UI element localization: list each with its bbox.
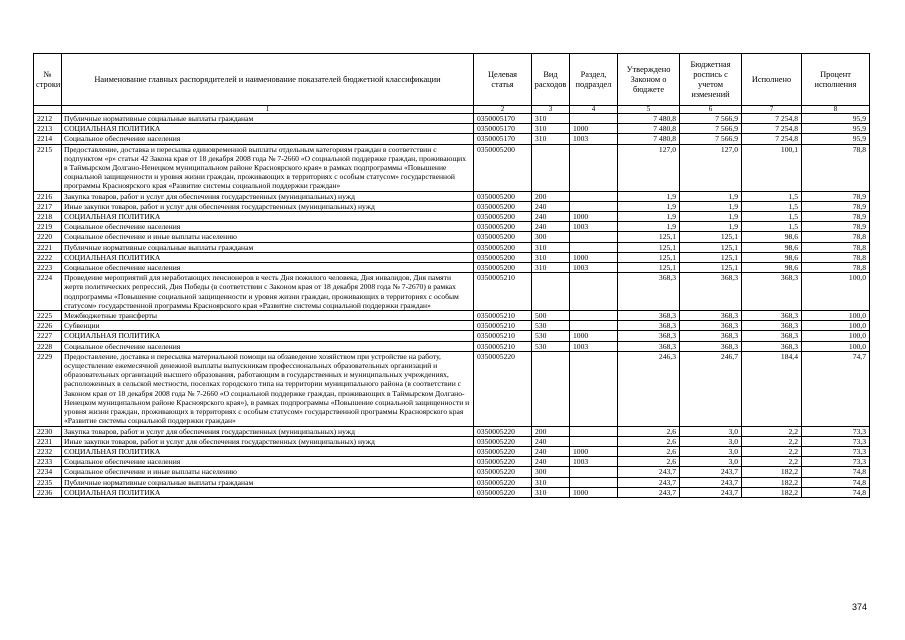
section-code	[570, 426, 618, 436]
column-number: 3	[532, 106, 570, 114]
executed-amount: 368,3	[742, 273, 802, 311]
target-article: 0350005200	[474, 252, 532, 262]
executed-amount: 7 254,8	[742, 124, 802, 134]
execution-percent: 73,3	[802, 457, 870, 467]
section-code: 1000	[570, 252, 618, 262]
target-article: 0350005220	[474, 446, 532, 456]
execution-percent: 74,8	[802, 477, 870, 487]
row-number: 2232	[34, 446, 62, 456]
table-row	[34, 331, 870, 341]
column-number: 2	[474, 106, 532, 114]
expense-type: 530	[532, 321, 570, 331]
target-article: 0350005200	[474, 144, 532, 191]
row-number: 2226	[34, 321, 62, 331]
section-code	[570, 477, 618, 487]
indicator-name: Социальное обеспечение населения	[62, 457, 474, 467]
section-code	[570, 242, 618, 252]
expense-type: 530	[532, 341, 570, 351]
expense-type	[532, 144, 570, 191]
section-code	[570, 114, 618, 124]
target-article: 0350005220	[474, 351, 532, 426]
execution-percent: 78,8	[802, 242, 870, 252]
budget-schedule-amount: 243,7	[680, 487, 742, 497]
approved-amount: 125,1	[618, 252, 680, 262]
indicator-name: Социальное обеспечение населения	[62, 222, 474, 232]
target-article: 0350005200	[474, 201, 532, 211]
executed-amount: 182,2	[742, 467, 802, 477]
executed-amount: 1,5	[742, 201, 802, 211]
indicator-name: Предоставление, доставка и пересылка материальной помощи на обзаведение хозяйством при устройстве на работу, осуществление ежемесячной денежной выплаты выпускникам профессиональных образовательных организаций и образовательных организаций высшего образования, работающим в государственных и муниципальных учреждениях, расположенных в сельской местности, поселках городского типа на территории муниципального района (в соответствии с Законом края от 18 декабря 2008 года № 7-2660 «О социальной поддержке граждан, проживающих в Таймырском Долгано-Ненецком муниципальном районе Красноярского края»), в рамках подпрограммы «Повышение социальной защищенности и уровня жизни граждан, проживающих в территориях с особым статусом» государственной программы Красноярского края «Развитие системы социальной поддержки граждан»	[62, 351, 474, 426]
budget-schedule-amount: 243,7	[680, 467, 742, 477]
executed-amount: 2,2	[742, 436, 802, 446]
column-number: 4	[570, 106, 618, 114]
indicator-name: Иные закупки товаров, работ и услуг для обеспечения государственных (муниципальных) нужд	[62, 201, 474, 211]
table-row	[34, 341, 870, 351]
budget-schedule-amount: 7 566,9	[680, 124, 742, 134]
indicator-name: Иные закупки товаров, работ и услуг для обеспечения государственных (муниципальных) нужд	[62, 436, 474, 446]
executed-amount: 1,5	[742, 191, 802, 201]
section-code	[570, 144, 618, 191]
table-row	[34, 273, 870, 311]
table-row	[34, 191, 870, 201]
budget-schedule-amount: 3,0	[680, 436, 742, 446]
budget-schedule-amount: 1,9	[680, 191, 742, 201]
section-code: 1000	[570, 487, 618, 497]
budget-schedule-amount: 3,0	[680, 457, 742, 467]
executed-amount: 368,3	[742, 321, 802, 331]
expense-type: 310	[532, 263, 570, 273]
target-article: 0350005220	[474, 467, 532, 477]
row-number: 2223	[34, 263, 62, 273]
table-row	[34, 242, 870, 252]
budget-schedule-amount: 368,3	[680, 321, 742, 331]
executed-amount: 368,3	[742, 311, 802, 321]
row-number: 2214	[34, 134, 62, 144]
approved-amount: 125,1	[618, 242, 680, 252]
column-number: 6	[680, 106, 742, 114]
table-row	[34, 232, 870, 242]
section-code: 1000	[570, 331, 618, 341]
execution-percent: 73,3	[802, 426, 870, 436]
row-number: 2224	[34, 273, 62, 311]
approved-amount: 368,3	[618, 321, 680, 331]
budget-schedule-amount: 1,9	[680, 201, 742, 211]
expense-type: 310	[532, 124, 570, 134]
indicator-name: СОЦИАЛЬНАЯ ПОЛИТИКА	[62, 331, 474, 341]
column-number: 5	[618, 106, 680, 114]
budget-schedule-amount: 3,0	[680, 446, 742, 456]
indicator-name: СОЦИАЛЬНАЯ ПОЛИТИКА	[62, 487, 474, 497]
row-number: 2218	[34, 212, 62, 222]
target-article: 0350005200	[474, 242, 532, 252]
table-row	[34, 467, 870, 477]
section-code: 1000	[570, 212, 618, 222]
table-row	[34, 144, 870, 191]
table-row	[34, 252, 870, 262]
execution-percent: 100,0	[802, 331, 870, 341]
approved-amount: 243,7	[618, 487, 680, 497]
approved-amount: 2,6	[618, 426, 680, 436]
indicator-name: Публичные нормативные социальные выплаты гражданам	[62, 114, 474, 124]
expense-type	[532, 273, 570, 311]
execution-percent: 73,3	[802, 446, 870, 456]
target-article: 0350005210	[474, 331, 532, 341]
expense-type: 240	[532, 212, 570, 222]
indicator-name: Проведение мероприятий для неработающих пенсионеров в честь Дня пожилого человека, Дня инвалидов, Дня памяти жертв политических репрессий, Дня Победы (в соответствии с Законом края от 18 декабря 2008 года № 7-2670) в рамках подпрограммы «Повышение социальной защищенности и уровня жизни граждан, проживающих в территориях с особым статусом» государственной программы Красноярского края «Развитие системы социальной поддержки граждан»	[62, 273, 474, 311]
indicator-name: Предоставление, доставка и пересылка единовременной выплаты отдельным категориям граждан в соответствии с подпунктом «р» статьи 42 Закона края от 18 декабря 2008 года № 7-2660 «О социальной поддержке граждан, проживающих в Таймырском Долгано-Ненецком муниципальном районе Красноярского края» в рамках подпрограммы «Повышение социальной защищенности и уровня жизни граждан, проживающих в территориях с особым статусом» государственной программы Красноярского края «Развитие системы социальной поддержки граждан»	[62, 144, 474, 191]
expense-type	[532, 351, 570, 426]
section-code: 1000	[570, 124, 618, 134]
approved-amount: 7 480,8	[618, 114, 680, 124]
row-number: 2212	[34, 114, 62, 124]
row-number: 2235	[34, 477, 62, 487]
budget-schedule-amount: 7 566,9	[680, 114, 742, 124]
expense-type: 240	[532, 201, 570, 211]
section-code	[570, 232, 618, 242]
executed-amount: 98,6	[742, 252, 802, 262]
execution-percent: 74,8	[802, 487, 870, 497]
table-row	[34, 351, 870, 426]
header-budget-schedule: Бюджетная роспись с учетом изменений	[680, 54, 742, 106]
table-row	[34, 446, 870, 456]
execution-percent: 95,9	[802, 134, 870, 144]
row-number: 2229	[34, 351, 62, 426]
expense-type: 300	[532, 467, 570, 477]
indicator-name: Публичные нормативные социальные выплаты гражданам	[62, 477, 474, 487]
executed-amount: 98,6	[742, 242, 802, 252]
column-number-row	[34, 106, 870, 114]
execution-percent: 78,8	[802, 232, 870, 242]
approved-amount: 368,3	[618, 311, 680, 321]
approved-amount: 1,9	[618, 201, 680, 211]
approved-amount: 7 480,8	[618, 124, 680, 134]
section-code	[570, 351, 618, 426]
target-article: 0350005220	[474, 477, 532, 487]
column-number	[34, 106, 62, 114]
row-number: 2215	[34, 144, 62, 191]
table-row	[34, 212, 870, 222]
approved-amount: 2,6	[618, 446, 680, 456]
table-row	[34, 222, 870, 232]
header-target-article: Целевая статья	[474, 54, 532, 106]
budget-schedule-amount: 125,1	[680, 263, 742, 273]
execution-percent: 100,0	[802, 321, 870, 331]
executed-amount: 368,3	[742, 341, 802, 351]
indicator-name: Межбюджетные трансферты	[62, 311, 474, 321]
table-row	[34, 134, 870, 144]
row-number: 2225	[34, 311, 62, 321]
table-row	[34, 124, 870, 134]
budget-schedule-amount: 125,1	[680, 252, 742, 262]
budget-schedule-amount: 368,3	[680, 331, 742, 341]
approved-amount: 1,9	[618, 212, 680, 222]
executed-amount: 100,1	[742, 144, 802, 191]
executed-amount: 182,2	[742, 487, 802, 497]
executed-amount: 98,6	[742, 263, 802, 273]
page-number: 374	[851, 602, 867, 612]
indicator-name: Социальное обеспечение населения	[62, 263, 474, 273]
row-number: 2221	[34, 242, 62, 252]
section-code	[570, 436, 618, 446]
expense-type: 240	[532, 222, 570, 232]
budget-schedule-amount: 368,3	[680, 273, 742, 311]
target-article: 0350005200	[474, 263, 532, 273]
execution-percent: 78,9	[802, 191, 870, 201]
expense-type: 500	[532, 311, 570, 321]
executed-amount: 368,3	[742, 331, 802, 341]
row-number: 2231	[34, 436, 62, 446]
table-row	[34, 201, 870, 211]
executed-amount: 2,2	[742, 426, 802, 436]
section-code	[570, 311, 618, 321]
expense-type: 310	[532, 487, 570, 497]
target-article: 0350005220	[474, 487, 532, 497]
section-code: 1000	[570, 446, 618, 456]
approved-amount: 125,1	[618, 232, 680, 242]
execution-percent: 100,0	[802, 273, 870, 311]
execution-percent: 73,3	[802, 436, 870, 446]
indicator-name: СОЦИАЛЬНАЯ ПОЛИТИКА	[62, 212, 474, 222]
budget-schedule-amount: 127,0	[680, 144, 742, 191]
executed-amount: 2,2	[742, 457, 802, 467]
row-number: 2222	[34, 252, 62, 262]
row-number: 2236	[34, 487, 62, 497]
execution-percent: 74,8	[802, 467, 870, 477]
execution-percent: 78,9	[802, 201, 870, 211]
approved-amount: 127,0	[618, 144, 680, 191]
execution-percent: 74,7	[802, 351, 870, 426]
execution-percent: 100,0	[802, 311, 870, 321]
approved-amount: 7 480,8	[618, 134, 680, 144]
execution-percent: 95,9	[802, 124, 870, 134]
indicator-name: Закупка товаров, работ и услуг для обеспечения государственных (муниципальных) нужд	[62, 426, 474, 436]
executed-amount: 98,6	[742, 232, 802, 242]
section-code	[570, 191, 618, 201]
budget-schedule-amount: 3,0	[680, 426, 742, 436]
indicator-name: Закупка товаров, работ и услуг для обеспечения государственных (муниципальных) нужд	[62, 191, 474, 201]
target-article: 0350005170	[474, 124, 532, 134]
budget-schedule-amount: 1,9	[680, 212, 742, 222]
executed-amount: 184,4	[742, 351, 802, 426]
expense-type: 300	[532, 232, 570, 242]
expense-type: 200	[532, 426, 570, 436]
table-row	[34, 321, 870, 331]
row-number: 2233	[34, 457, 62, 467]
approved-amount: 246,3	[618, 351, 680, 426]
row-number: 2228	[34, 341, 62, 351]
expense-type: 200	[532, 191, 570, 201]
expense-type: 310	[532, 477, 570, 487]
budget-execution-table	[33, 53, 870, 498]
row-number: 2234	[34, 467, 62, 477]
approved-amount: 368,3	[618, 341, 680, 351]
executed-amount: 1,5	[742, 212, 802, 222]
indicator-name: Субвенции	[62, 321, 474, 331]
header-execution-percent: Процент исполнения	[802, 54, 870, 106]
header-indicator-name: Наименование главных распорядителей и наименование показателей бюджетной классификации	[62, 54, 474, 106]
approved-amount: 368,3	[618, 273, 680, 311]
target-article: 0350005170	[474, 134, 532, 144]
section-code: 1003	[570, 222, 618, 232]
section-code: 1003	[570, 263, 618, 273]
section-code	[570, 273, 618, 311]
budget-schedule-amount: 368,3	[680, 341, 742, 351]
table-header-row	[34, 54, 870, 106]
indicator-name: СОЦИАЛЬНАЯ ПОЛИТИКА	[62, 446, 474, 456]
target-article: 0350005210	[474, 311, 532, 321]
indicator-name: Социальное обеспечение и иные выплаты населению	[62, 467, 474, 477]
indicator-name: Социальное обеспечение населения	[62, 134, 474, 144]
section-code	[570, 321, 618, 331]
execution-percent: 78,8	[802, 252, 870, 262]
indicator-name: Социальное обеспечение и иные выплаты населению	[62, 232, 474, 242]
column-number: 7	[742, 106, 802, 114]
execution-percent: 78,8	[802, 144, 870, 191]
target-article: 0350005210	[474, 273, 532, 311]
row-number: 2227	[34, 331, 62, 341]
executed-amount: 7 254,8	[742, 114, 802, 124]
section-code	[570, 201, 618, 211]
expense-type: 530	[532, 331, 570, 341]
executed-amount: 1,5	[742, 222, 802, 232]
header-executed: Исполнено	[742, 54, 802, 106]
execution-percent: 100,0	[802, 341, 870, 351]
expense-type: 240	[532, 446, 570, 456]
expense-type: 310	[532, 242, 570, 252]
target-article: 0350005220	[474, 426, 532, 436]
expense-type: 240	[532, 436, 570, 446]
section-code: 1003	[570, 341, 618, 351]
target-article: 0350005210	[474, 341, 532, 351]
approved-amount: 2,6	[618, 457, 680, 467]
row-number: 2216	[34, 191, 62, 201]
approved-amount: 1,9	[618, 191, 680, 201]
executed-amount: 182,2	[742, 477, 802, 487]
table-row	[34, 114, 870, 124]
table-row	[34, 263, 870, 273]
target-article: 0350005200	[474, 232, 532, 242]
expense-type: 310	[532, 252, 570, 262]
executed-amount: 2,2	[742, 446, 802, 456]
budget-schedule-amount: 243,7	[680, 477, 742, 487]
row-number: 2217	[34, 201, 62, 211]
budget-schedule-amount: 7 566,9	[680, 134, 742, 144]
row-number: 2220	[34, 232, 62, 242]
column-number: 8	[802, 106, 870, 114]
expense-type: 310	[532, 114, 570, 124]
approved-amount: 125,1	[618, 263, 680, 273]
target-article: 0350005210	[474, 321, 532, 331]
indicator-name: Публичные нормативные социальные выплаты гражданам	[62, 242, 474, 252]
row-number: 2213	[34, 124, 62, 134]
budget-schedule-amount: 1,9	[680, 222, 742, 232]
table-row	[34, 311, 870, 321]
execution-percent: 95,9	[802, 114, 870, 124]
table-row	[34, 436, 870, 446]
approved-amount: 243,7	[618, 477, 680, 487]
target-article: 0350005200	[474, 212, 532, 222]
budget-schedule-amount: 246,7	[680, 351, 742, 426]
approved-amount: 243,7	[618, 467, 680, 477]
target-article: 0350005170	[474, 114, 532, 124]
executed-amount: 7 254,8	[742, 134, 802, 144]
indicator-name: СОЦИАЛЬНАЯ ПОЛИТИКА	[62, 124, 474, 134]
budget-schedule-amount: 125,1	[680, 232, 742, 242]
indicator-name: СОЦИАЛЬНАЯ ПОЛИТИКА	[62, 252, 474, 262]
approved-amount: 368,3	[618, 331, 680, 341]
target-article: 0350005200	[474, 222, 532, 232]
execution-percent: 78,8	[802, 263, 870, 273]
execution-percent: 78,9	[802, 212, 870, 222]
indicator-name: Социальное обеспечение населения	[62, 341, 474, 351]
header-approved: Утверждено Законом о бюджете	[618, 54, 680, 106]
column-number: 1	[62, 106, 474, 114]
row-number: 2230	[34, 426, 62, 436]
execution-percent: 78,9	[802, 222, 870, 232]
target-article: 0350005220	[474, 436, 532, 446]
header-section: Раздел, подраздел	[570, 54, 618, 106]
expense-type: 310	[532, 134, 570, 144]
target-article: 0350005220	[474, 457, 532, 467]
table-row	[34, 477, 870, 487]
section-code: 1003	[570, 134, 618, 144]
section-code: 1003	[570, 457, 618, 467]
header-row-number: № строки	[34, 54, 62, 106]
expense-type: 240	[532, 457, 570, 467]
budget-schedule-amount: 368,3	[680, 311, 742, 321]
table-row	[34, 426, 870, 436]
table-row	[34, 457, 870, 467]
budget-report-page	[33, 53, 869, 498]
target-article: 0350005200	[474, 191, 532, 201]
approved-amount: 2,6	[618, 436, 680, 446]
section-code	[570, 467, 618, 477]
approved-amount: 1,9	[618, 222, 680, 232]
table-body	[34, 114, 870, 498]
budget-schedule-amount: 125,1	[680, 242, 742, 252]
row-number: 2219	[34, 222, 62, 232]
table-row	[34, 487, 870, 497]
header-expense-type: Вид расходов	[532, 54, 570, 106]
